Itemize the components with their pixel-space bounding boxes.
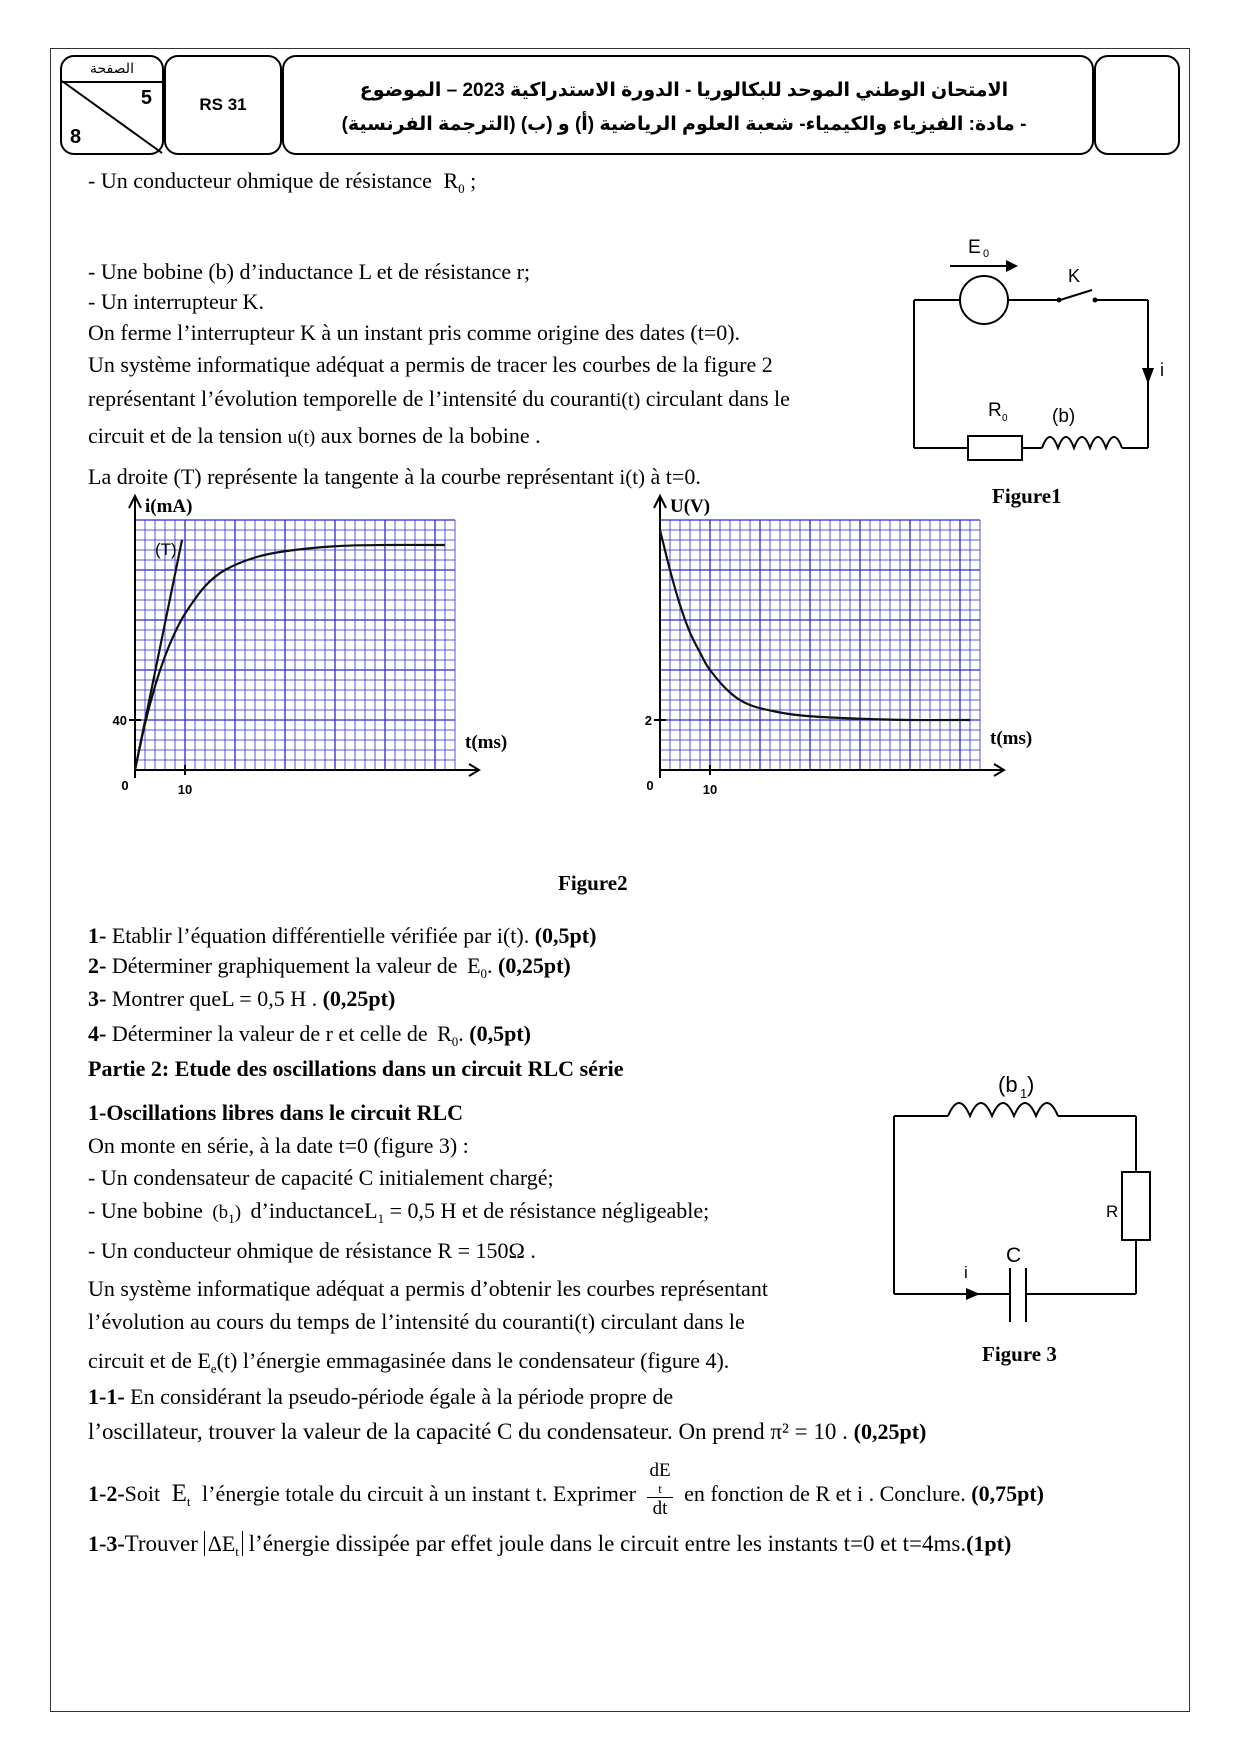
question-1-1-line-1: 1-1- En considérant la pseudo-période égale à la période propre de (88, 1384, 674, 1409)
question-1-3: 1-3-Trouver $\Delta E_t$ l’énergie dissipée par effet joule dans le circuit entre les instants t=0 et t=4ms.(1pt) (88, 1531, 1012, 1559)
exam-title-box (282, 55, 1094, 155)
part2-subtitle: 1-Oscillations libres dans le circuit RLC (88, 1100, 464, 1125)
x-tick-label-origin: 0 (646, 778, 654, 793)
page-number: 5 (140, 87, 152, 109)
x-axis-label: t(ms) (465, 732, 508, 753)
part2-line-1: On monte en série, à la date t=0 (figure 3) : (88, 1133, 469, 1158)
text-item-r0: - Un conducteur ohmique de résistance $R_0$ ; (88, 168, 477, 196)
text-paragraph-2: Un système informatique adéquat a permis de tracer les courbes de la figure 2 (88, 352, 773, 377)
exam-code: RS 31 (199, 95, 247, 114)
x-tick-label-origin: 0 (121, 778, 129, 793)
text-paragraph-1: On ferme l’interrupteur K à un instant pris comme origine des dates (t=0). (88, 320, 741, 345)
series-it-line (135, 545, 445, 770)
y-tick-label: 2 (644, 713, 652, 728)
grid (135, 520, 455, 770)
y-axis-label: i(mA) (145, 496, 193, 517)
question-1-1-line-2: l’oscillateur, trouver la valeur de la capacité C du condensateur. On prend π² = 10 . (0,25pt) (88, 1419, 927, 1444)
page-label: الصفحة (90, 60, 134, 76)
header-blank-box (1094, 55, 1180, 155)
question-1: 1- Etablir l’équation différentielle vérifiée par i(t). (0,5pt) (88, 923, 597, 948)
svg-text:0: 0 (1002, 413, 1008, 424)
exam-title-line1: الامتحان الوطني الموحد للبكالوريا - الدورة الاستدراكية 2023 – الموضوع (359, 80, 1009, 101)
fig3-label-c: C (1006, 1244, 1022, 1267)
fig3-label-i: i (964, 1263, 968, 1282)
text-paragraph-3: représentant l’évolution temporelle de l’intensité du couranti(t) circulant dans le (88, 386, 790, 411)
e0-arrow-icon (1006, 260, 1018, 272)
x-tick-label: 10 (177, 782, 193, 797)
part2-line-3: - Une bobine $(b_1)$ d’inductanceL$_1$ = 0,5 H et de résistance négligeable; (88, 1198, 710, 1226)
page-total: 8 (70, 126, 82, 148)
text-item-switch: - Un interrupteur K. (88, 289, 264, 314)
page-number-box (60, 55, 164, 155)
svg-text:1: 1 (1020, 1086, 1028, 1101)
derivative-fraction: dE t dt (649, 1460, 671, 1519)
figure3-caption: Figure 3 (982, 1342, 1057, 1366)
text-paragraph-5: La droite (T) représente la tangente à la courbe représentant i(t) à t=0. (88, 464, 701, 489)
part2-line-4: - Un conducteur ohmique de résistance R = 150Ω . (88, 1238, 536, 1263)
text-item-bobine: - Une bobine (b) d’inductance L et de résistance r; (88, 259, 531, 284)
fig3-label-b1: (b (998, 1072, 1018, 1097)
fig1-label-e0: E (968, 237, 981, 258)
question-4: 4- Déterminer la valeur de r et celle de $R_0$. (0,5pt) (88, 1021, 532, 1049)
fig1-label-i: i (1160, 360, 1164, 380)
part2-paragraph-3: circuit et de $E_e(t)$ l’énergie emmagasinée dans le condensateur (figure 4). (88, 1348, 730, 1376)
fig1-label-b: (b) (1052, 406, 1076, 427)
text-paragraph-4: circuit et de la tension u(t) aux bornes de la bobine . (88, 423, 541, 448)
figure1-caption: Figure1 (992, 484, 1062, 508)
part2-paragraph-2: l’évolution au cours du temps de l’intensité du couranti(t) circulant dans le (88, 1309, 745, 1334)
y-axis-label: U(V) (670, 496, 711, 517)
chart-current (112, 496, 520, 885)
part2-paragraph-1: Un système informatique adéquat a permis d’obtenir les courbes représentant (88, 1276, 768, 1301)
x-axis-label: t(ms) (990, 728, 1033, 749)
x-tick-label: 10 (702, 782, 718, 797)
tangent-label: (T) (155, 540, 177, 559)
grid (660, 520, 980, 770)
series-ut-line (660, 530, 970, 720)
fig3-label-r: R (1106, 1202, 1119, 1221)
fig1-label-k: K (1068, 266, 1081, 286)
question-2: 2- Déterminer graphiquement la valeur de $E_0$. (0,25pt) (88, 953, 571, 981)
svg-text:): ) (1027, 1072, 1035, 1097)
y-tick-label: 40 (112, 713, 127, 728)
figure1-circuit (900, 230, 1180, 490)
figure2-caption: Figure2 (558, 871, 628, 895)
question-1-2: 1-2-Soit $E_t$ l’énergie totale du circuit à un instant t. Exprimer dE t dt en fonction de R et i . Conclure. (0,75pt) (88, 1460, 1044, 1519)
part2-title: Partie 2: Etude des oscillations dans un circuit RLC série (88, 1056, 624, 1081)
exam-code-box (164, 55, 282, 155)
fig3-current-arrow-icon (966, 1288, 980, 1300)
exam-title-line2: - مادة: الفيزياء والكيمياء- شعبة العلوم الرياضية (أ) و (ب) (الترجمة الفرنسية) (341, 114, 1027, 135)
svg-text:0: 0 (983, 248, 990, 260)
figure3-circuit (880, 1070, 1180, 1320)
part2-line-2: - Un condensateur de capacité C initialement chargé; (88, 1165, 554, 1190)
current-arrow-icon (1142, 368, 1154, 384)
question-3: 3- Montrer queL = 0,5 H . (0,25pt) (88, 986, 396, 1011)
fig1-label-r0: R (988, 400, 1002, 421)
